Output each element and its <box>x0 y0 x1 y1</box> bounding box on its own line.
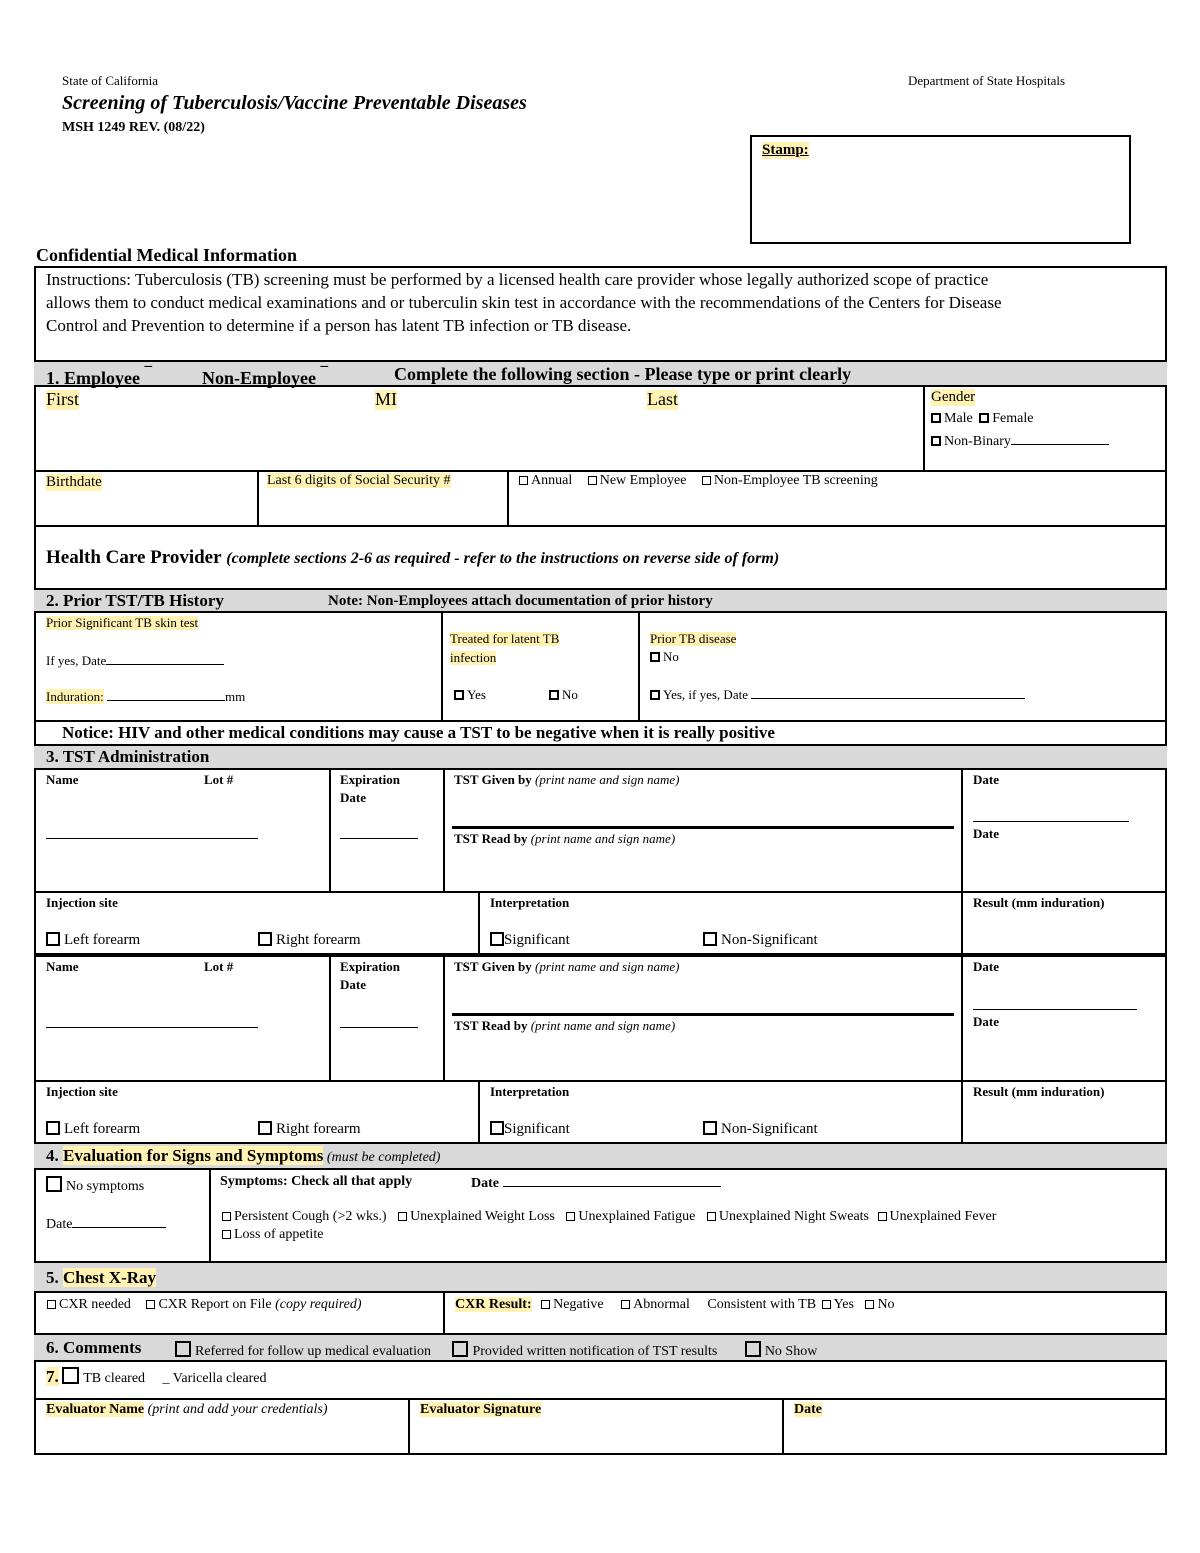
ssn-label: Last 6 digits of Social Security # <box>267 473 451 488</box>
non-binary-checkbox[interactable] <box>931 436 941 446</box>
tst2-left-forearm: Left forearm <box>46 1121 140 1138</box>
instructions-line-1: Instructions: Tuberculosis (TB) screening must be performed by a licensed health care provider whose legally authorized scope of practice <box>46 270 989 289</box>
non-binary-field[interactable] <box>1011 432 1109 445</box>
no-symptoms-checkbox[interactable] <box>46 1176 62 1192</box>
notice-text: Notice: HIV and other medical conditions may cause a TST to be negative when it is really positive <box>62 723 775 742</box>
symptoms-date: Date <box>471 1174 721 1191</box>
tst1-given-by: TST Given by (print name and sign name) <box>454 772 680 787</box>
section-1-header <box>34 360 1167 387</box>
tst1-name-field[interactable] <box>46 838 258 839</box>
tst1-given-field[interactable] <box>452 826 954 829</box>
cxr-options: CXR needed CXR Report on File (copy required) <box>47 1297 362 1312</box>
tst2-result-label: Result (mm induration) <box>973 1084 1105 1099</box>
divider <box>923 386 925 471</box>
divider <box>961 769 963 954</box>
stamp-box[interactable] <box>750 135 1131 244</box>
section-2-title: 2. Prior TST/TB History <box>46 591 224 610</box>
divider <box>443 769 445 891</box>
section-2-header <box>34 588 1167 613</box>
divider <box>507 470 509 526</box>
divider <box>329 957 331 1080</box>
tst1-date-label: Date <box>973 772 999 787</box>
evaluator-date-label: Date <box>794 1402 822 1417</box>
consistent-yes-checkbox[interactable] <box>822 1300 831 1309</box>
section-6-header <box>34 1333 1167 1362</box>
section-3-title: 3. TST Administration <box>46 747 210 766</box>
tst2-injection-label: Injection site <box>46 1084 118 1099</box>
instructions-line-2: allows them to conduct medical examinations and or tuberculin skin test in accordance with the recommendations of the Centers for Disease <box>46 293 1002 312</box>
tst2-interpretation-label: Interpretation <box>490 1084 570 1099</box>
cxr-result: CXR Result: Negative Abnormal Consistent with TB Yes No <box>455 1297 895 1312</box>
night-sweats-checkbox[interactable] <box>707 1212 716 1221</box>
treated-no: No <box>549 688 578 702</box>
tst1-name-label: Name <box>46 772 79 787</box>
divider <box>257 470 259 526</box>
tst1-date2-label: Date <box>973 826 999 841</box>
tst2-non-significant-checkbox[interactable] <box>703 1121 717 1135</box>
disease-yes: Yes, if yes, Date <box>650 686 1025 702</box>
appetite-checkbox[interactable] <box>222 1230 231 1239</box>
divider <box>34 1398 1167 1400</box>
provided-checkbox[interactable] <box>452 1341 468 1357</box>
symptoms-list: Persistent Cough (>2 wks.) Unexplained Weight Loss Unexplained Fatigue Unexplained Night Sweats Unexplained Fever <box>222 1209 996 1224</box>
symptoms-date-field[interactable] <box>503 1174 721 1187</box>
weight-loss-checkbox[interactable] <box>398 1212 407 1221</box>
section-4-header <box>34 1142 1167 1170</box>
abnormal-checkbox[interactable] <box>621 1300 630 1309</box>
divider <box>478 891 480 954</box>
prior-disease-label: Prior TB disease <box>650 631 737 646</box>
new-employee-checkbox[interactable] <box>588 476 597 485</box>
annual-checkbox[interactable] <box>519 476 528 485</box>
if-yes-date: If yes, Date <box>46 652 224 668</box>
new-employee-label: New Employee <box>599 473 687 488</box>
non-employee-tb-label: Non-Employee TB screening <box>713 473 878 488</box>
gender-male-female <box>931 411 1033 426</box>
evaluator-signature-label: Evaluator Signature <box>420 1402 542 1417</box>
induration-field[interactable] <box>107 688 225 701</box>
divider <box>34 525 1167 527</box>
appetite-option: Loss of appetite <box>222 1227 323 1242</box>
divider <box>34 720 1167 722</box>
divider <box>782 1398 784 1455</box>
fatigue-checkbox[interactable] <box>566 1212 575 1221</box>
male-checkbox[interactable] <box>931 413 941 423</box>
tst2-non-significant: Non-Significant <box>703 1121 818 1138</box>
tst1-date-field[interactable] <box>973 821 1129 822</box>
if-yes-date-field[interactable] <box>106 652 224 665</box>
gender-label: Gender <box>931 389 976 405</box>
birthdate-label: Birthdate <box>46 474 102 490</box>
section-6-title: 6. Comments <box>46 1338 142 1357</box>
section-3-header <box>34 744 1167 770</box>
cxr-report-checkbox[interactable] <box>146 1300 155 1309</box>
complete-note: Complete the following section - Please type or print clearly <box>394 364 852 384</box>
instructions-line-3: Control and Prevention to determine if a person has latent TB infection or TB disease. <box>46 316 632 335</box>
tst2-given-by: TST Given by (print name and sign name) <box>454 959 680 974</box>
section-7-row: 7. TB cleared _ Varicella cleared <box>46 1367 267 1386</box>
tst1-exp-field[interactable] <box>340 838 418 839</box>
tst2-read-by: TST Read by (print name and sign name) <box>454 1018 676 1033</box>
treated-label-2: infection <box>450 650 497 665</box>
prior-sig-label: Prior Significant TB skin test <box>46 615 199 630</box>
tst1-non-significant-checkbox[interactable] <box>703 932 717 946</box>
tst2-left-checkbox[interactable] <box>46 1121 60 1135</box>
induration: Induration: mm <box>46 689 246 704</box>
tst2-exp-date-label: Date <box>340 977 366 992</box>
no-symptoms: No symptoms <box>46 1176 144 1194</box>
tst1-significant-checkbox[interactable] <box>490 932 504 946</box>
divider <box>408 1398 410 1455</box>
tst1-exp-date-label: Date <box>340 790 366 805</box>
cxr-needed-checkbox[interactable] <box>47 1300 56 1309</box>
male-label: Male <box>944 411 973 426</box>
female-checkbox[interactable] <box>979 413 989 423</box>
department-label: Department of State Hospitals <box>908 73 1066 88</box>
non-employee-label: Non-Employee ¯ <box>202 365 328 388</box>
cough-checkbox[interactable] <box>222 1212 231 1221</box>
tst1-read-by: TST Read by (print name and sign name) <box>454 831 676 846</box>
hcp-subtitle: (complete sections 2-6 as required - refer to the instructions on reverse side of form) <box>226 550 780 567</box>
tst1-interpretation-label: Interpretation <box>490 895 570 910</box>
tst2-given-field[interactable] <box>452 1013 954 1016</box>
tst1-expiration-label: Expiration <box>340 772 400 787</box>
disease-yes-checkbox[interactable] <box>650 690 660 700</box>
screening-type-options <box>519 473 878 488</box>
disease-no-checkbox[interactable] <box>650 652 660 662</box>
form-title: Screening of Tuberculosis/Vaccine Preventable Diseases <box>62 92 527 114</box>
divider <box>34 470 1167 472</box>
divider <box>961 957 963 1142</box>
hcp-title: Health Care Provider <box>46 547 222 568</box>
divider <box>34 953 1167 957</box>
tst1-lot-label: Lot # <box>204 772 234 787</box>
gender-nonbinary <box>931 432 1109 449</box>
divider <box>443 957 445 1080</box>
confidential-heading: Confidential Medical Information <box>36 245 297 265</box>
annual-label: Annual <box>531 473 573 488</box>
divider <box>478 1080 480 1142</box>
tst1-significant: Significant <box>490 932 570 949</box>
tst1-right-checkbox[interactable] <box>258 932 272 946</box>
employee-label: 1. Employee ¯ <box>46 365 152 388</box>
form-number: MSH 1249 REV. (08/22) <box>62 120 205 135</box>
comments-options: Referred for follow up medical evaluation Provided written notification of TST results No Show <box>175 1341 817 1359</box>
first-name-label: First <box>46 389 80 409</box>
tst2-right-checkbox[interactable] <box>258 1121 272 1135</box>
evaluator-name-label: Evaluator Name (print and add your credentials) <box>46 1402 328 1417</box>
tst1-non-significant: Non-Significant <box>703 932 818 949</box>
female-label: Female <box>992 411 1034 426</box>
tst1-right-forearm: Right forearm <box>258 932 361 949</box>
tst2-significant: Significant <box>490 1121 570 1138</box>
mi-label: MI <box>375 389 397 409</box>
tb-cleared-checkbox[interactable] <box>62 1367 79 1384</box>
hcp-heading <box>46 548 779 569</box>
last-name-label: Last <box>647 389 678 409</box>
tst2-exp-field[interactable] <box>340 1027 418 1028</box>
negative-checkbox[interactable] <box>541 1300 550 1309</box>
state-label: State of California <box>62 73 159 88</box>
no-symptoms-date: Date <box>46 1215 166 1232</box>
non-binary-label: Non-Binary <box>944 434 1011 449</box>
section-2-note: Note: Non-Employees attach documentation of prior history <box>328 593 713 609</box>
treated-yes: Yes <box>454 688 486 702</box>
tst1-result-label: Result (mm induration) <box>973 895 1105 910</box>
tst2-name-label: Name <box>46 959 79 974</box>
section-4-title: 4. Evaluation for Signs and Symptoms (must be completed) <box>46 1146 441 1165</box>
disease-no: No <box>650 650 679 664</box>
tst1-left-checkbox[interactable] <box>46 932 60 946</box>
tst2-right-forearm: Right forearm <box>258 1121 361 1138</box>
divider <box>329 769 331 891</box>
treated-yes-checkbox[interactable] <box>454 690 464 700</box>
divider <box>443 1293 445 1333</box>
divider <box>34 1080 1167 1082</box>
tst1-left-forearm: Left forearm <box>46 932 140 949</box>
divider <box>441 612 443 720</box>
section-5-header <box>34 1261 1167 1293</box>
tst2-expiration-label: Expiration <box>340 959 400 974</box>
consistent-no-checkbox[interactable] <box>865 1300 874 1309</box>
divider <box>34 891 1167 893</box>
stamp-label: Stamp: <box>762 142 809 158</box>
fever-checkbox[interactable] <box>878 1212 887 1221</box>
no-symptoms-date-field[interactable] <box>72 1215 166 1228</box>
tst2-lot-label: Lot # <box>204 959 234 974</box>
treated-label-1: Treated for latent TB <box>450 631 560 646</box>
tst2-date-field[interactable] <box>973 1009 1137 1010</box>
tst2-name-field[interactable] <box>46 1027 258 1028</box>
tst2-date-label: Date <box>973 959 999 974</box>
non-employee-tb-checkbox[interactable] <box>702 476 711 485</box>
divider <box>209 1170 211 1261</box>
referred-checkbox[interactable] <box>175 1341 191 1357</box>
tst2-date2-label: Date <box>973 1014 999 1029</box>
no-show-checkbox[interactable] <box>745 1341 761 1357</box>
symptoms-check-label: Symptoms: Check all that apply <box>220 1174 413 1189</box>
tst1-injection-label: Injection site <box>46 895 118 910</box>
tst2-significant-checkbox[interactable] <box>490 1121 504 1135</box>
divider <box>638 612 640 720</box>
treated-no-checkbox[interactable] <box>549 690 559 700</box>
disease-date-field[interactable] <box>751 686 1025 699</box>
section-5-title: 5. Chest X-Ray <box>46 1268 157 1287</box>
